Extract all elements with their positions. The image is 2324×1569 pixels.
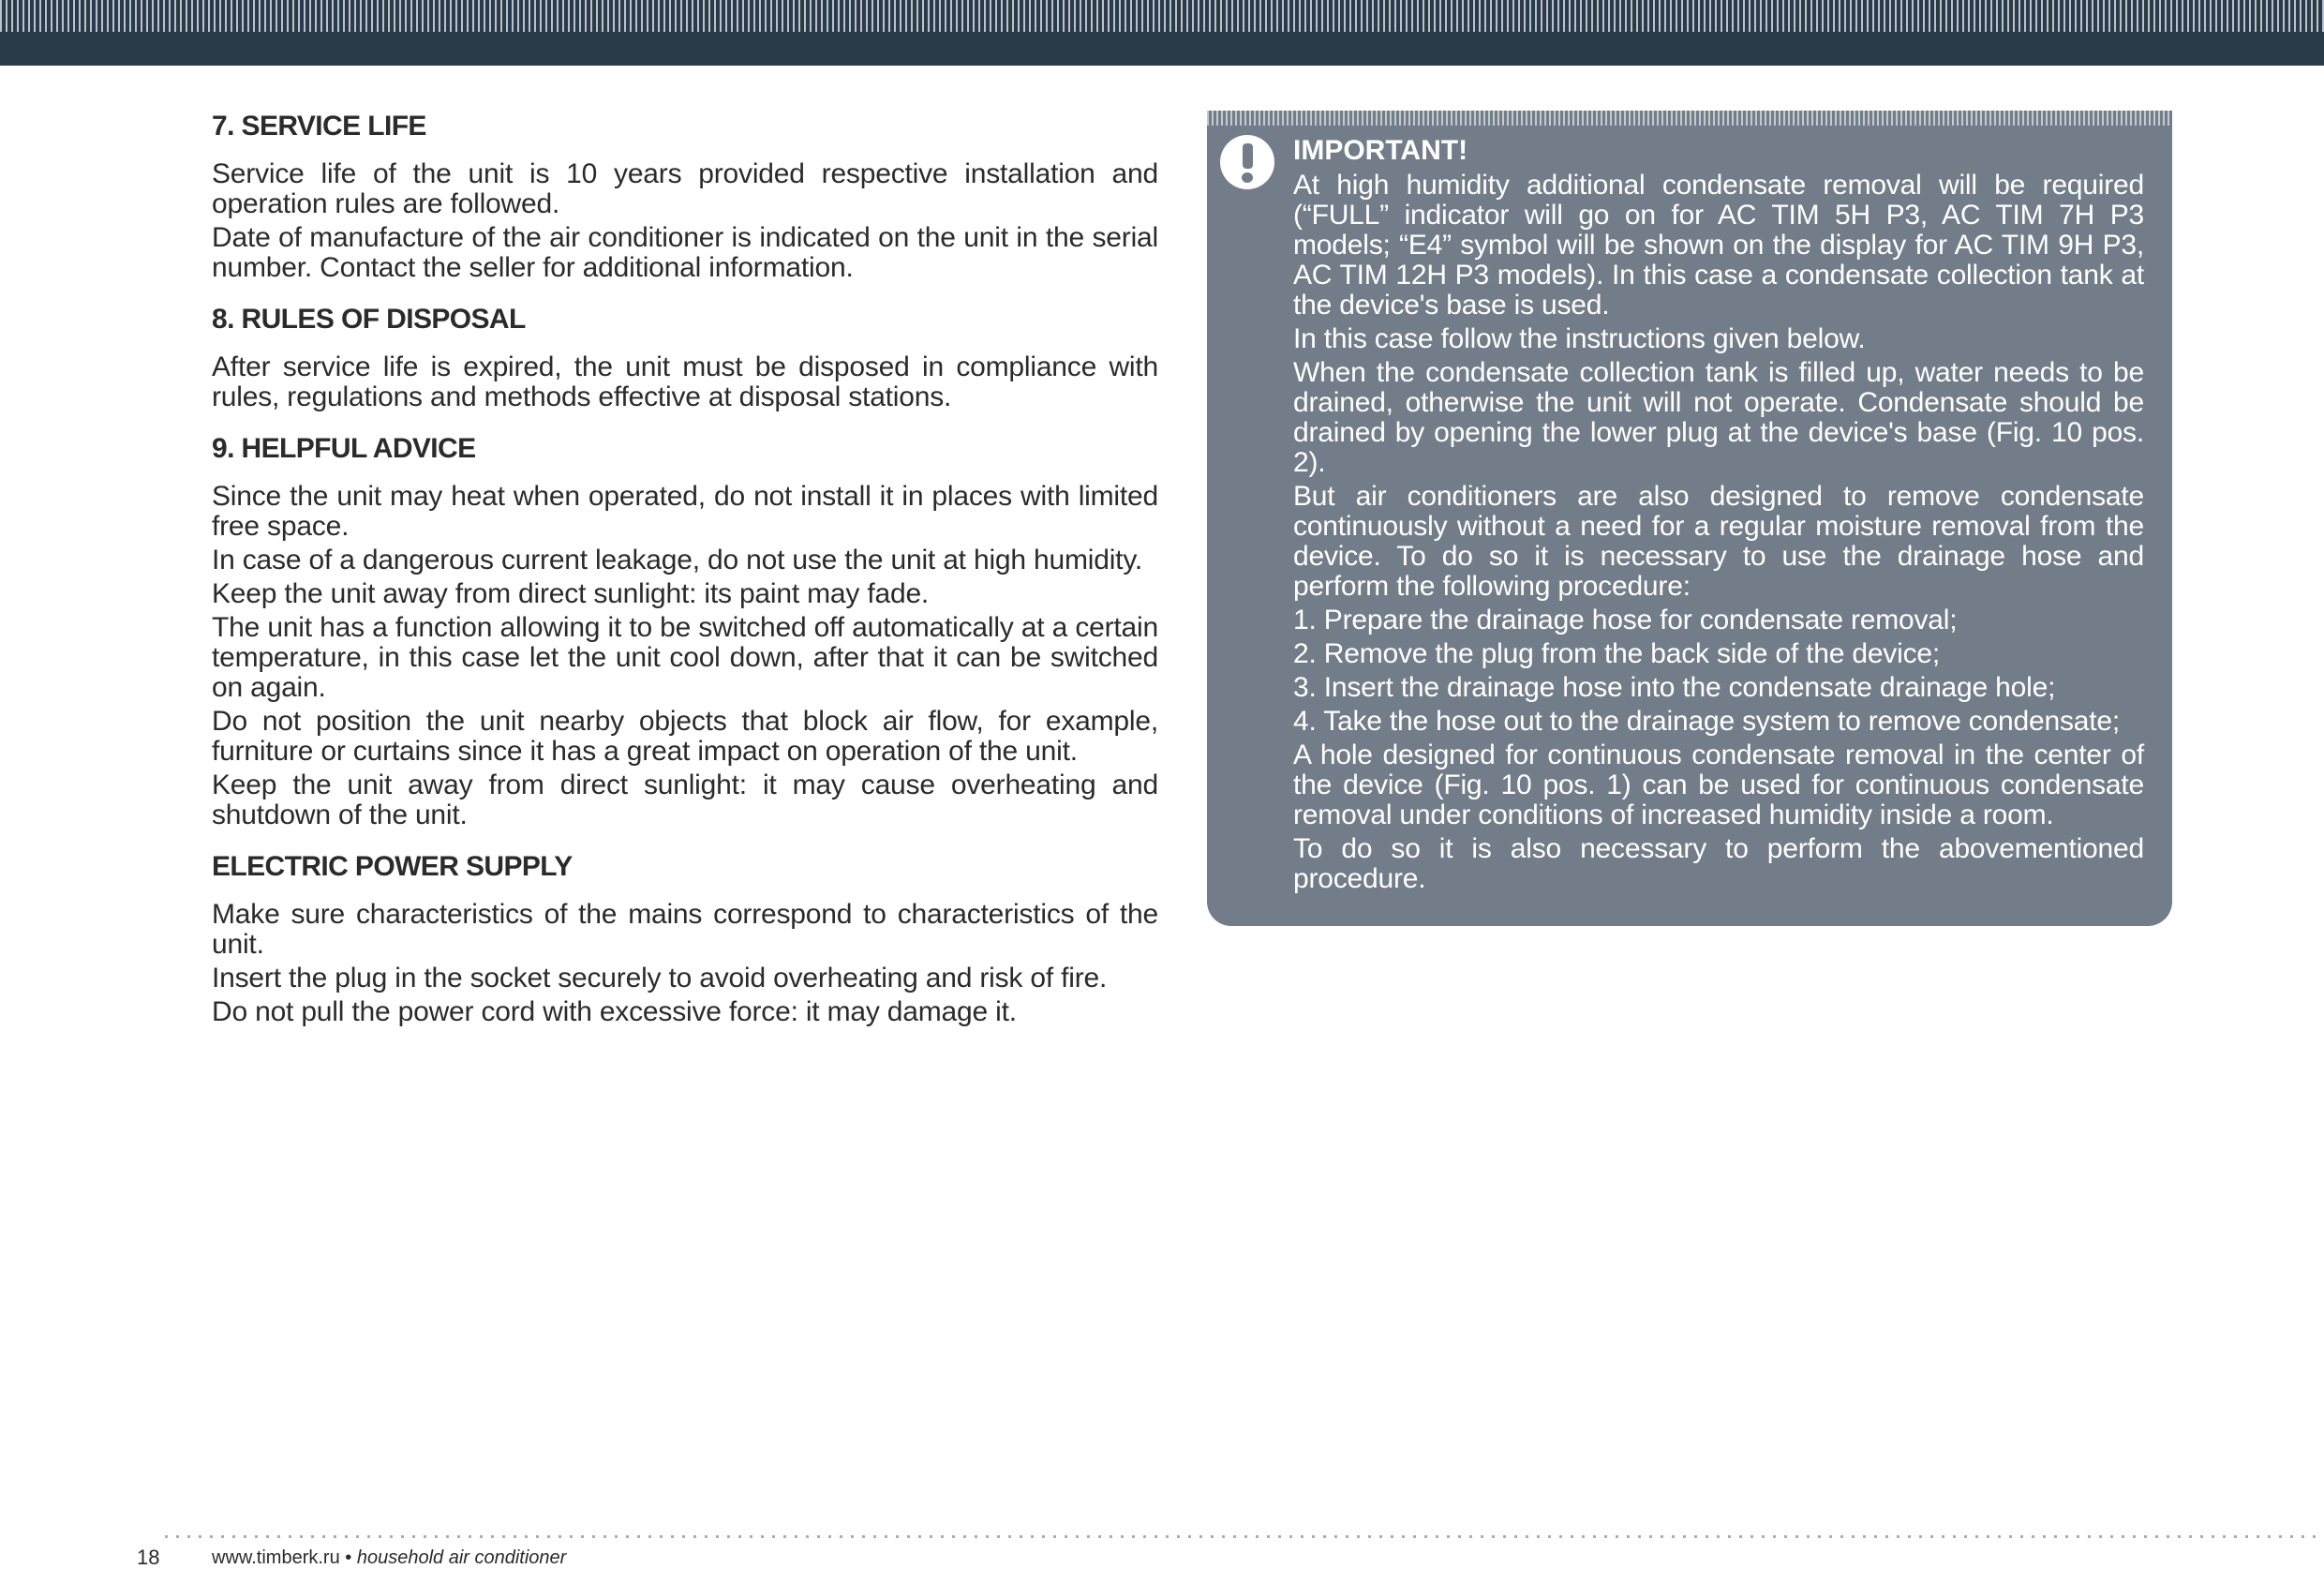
section-electric-power-supply <box>212 851 1158 1027</box>
paragraph: Make sure characteristics of the mains correspond to characteristics of the unit. <box>212 899 1158 960</box>
paragraph: Service life of the unit is 10 years provided respective installation and operation rules are followed. <box>212 158 1158 219</box>
page-number: 18 <box>137 1546 160 1569</box>
paragraph: In case of a dangerous current leakage, do not use the unit at high humidity. <box>212 545 1143 575</box>
section-service-life <box>212 111 1158 283</box>
left-column <box>212 111 1158 1048</box>
paragraph: Since the unit may heat when operated, do not install it in places with limited free space. <box>212 481 1158 542</box>
section-title: 9. HELPFUL ADVICE <box>212 433 476 464</box>
paragraph: Keep the unit away from direct sunlight: its paint may fade. <box>212 578 930 609</box>
notice-step: 1. Prepare the drainage hose for condensate removal; <box>1293 605 1958 635</box>
top-banner-stripes <box>0 0 2324 32</box>
notice-title: IMPORTANT! <box>1293 135 1468 166</box>
notice-step: 4. Take the hose out to the drainage system to remove condensate; <box>1293 706 2121 737</box>
section-helpful-advice <box>212 433 1158 830</box>
footer-separator: • <box>339 1547 357 1568</box>
section-rules-of-disposal <box>212 304 1158 412</box>
notice-paragraph: At high humidity additional condensate removal will be required (“FULL” indicator will go on for AC TIM 5H P3, AC TIM 7H P3 models; “E4” symbol will be shown on the display for AC TIM 9H P3, AC TIM 12H P3 models). In this case a condensate collection tank at the device's base is used. <box>1293 170 2144 321</box>
paragraph: Insert the plug in the socket securely to avoid overheating and risk of fire. <box>212 963 1108 994</box>
notice-paragraph: When the condensate collection tank is filled up, water needs to be drained, otherwise the unit will not operate. Condensate should be drained by opening the lower plug at the device's base (Fig. 10 pos. 2). <box>1293 357 2144 478</box>
paragraph: Date of manufacture of the air conditioner is indicated on the unit in the serial number. Contact the seller for additional information. <box>212 222 1158 283</box>
footer-site: www.timberk.ru <box>212 1547 340 1568</box>
paragraph: The unit has a function allowing it to be switched off automatically at a certain temperature, in this case let the unit cool down, after that it can be switched on again. <box>212 612 1158 703</box>
notice-stripes <box>1207 111 2172 126</box>
notice-step: 3. Insert the drainage hose into the condensate drainage hole; <box>1293 672 2056 703</box>
paragraph: Do not pull the power cord with excessive force: it may damage it. <box>212 996 1017 1027</box>
notice-paragraph: To do so it is also necessary to perform the abovementioned procedure. <box>1293 833 2144 894</box>
paragraph: Keep the unit away from direct sunlight: it may cause overheating and shutdown of the unit. <box>212 770 1158 830</box>
top-banner <box>0 0 2324 66</box>
footer-text <box>212 1547 566 1569</box>
exclamation-icon <box>1220 135 1274 189</box>
paragraph: After service life is expired, the unit must be disposed in compliance with rules, regulations and methods effective at disposal stations. <box>212 351 1158 412</box>
footer-category: household air conditioner <box>356 1547 567 1568</box>
notice-step: 2. Remove the plug from the back side of the device; <box>1293 638 1940 669</box>
section-title: ELECTRIC POWER SUPPLY <box>212 851 573 882</box>
notice-body <box>1293 135 2144 898</box>
section-title: 7. SERVICE LIFE <box>212 111 426 142</box>
section-title: 8. RULES OF DISPOSAL <box>212 304 526 335</box>
notice-paragraph: But air conditioners are also designed to remove condensate continuously without a need for a regular moisture removal from the device. To do so it is necessary to use the drainage hose and perform the following procedure: <box>1293 481 2144 602</box>
notice-paragraph: A hole designed for continuous condensate removal in the center of the device (Fig. 10 pos. 1) can be used for continuous condensate removal under conditions of increased humidity inside a room. <box>1293 740 2144 830</box>
footer-divider <box>165 1535 2324 1538</box>
notice-paragraph: In this case follow the instructions given below. <box>1293 323 1866 354</box>
important-notice-box <box>1207 111 2172 926</box>
paragraph: Do not position the unit nearby objects that block air flow, for example, furniture or curtains since it has a great impact on operation of the unit. <box>212 706 1158 767</box>
